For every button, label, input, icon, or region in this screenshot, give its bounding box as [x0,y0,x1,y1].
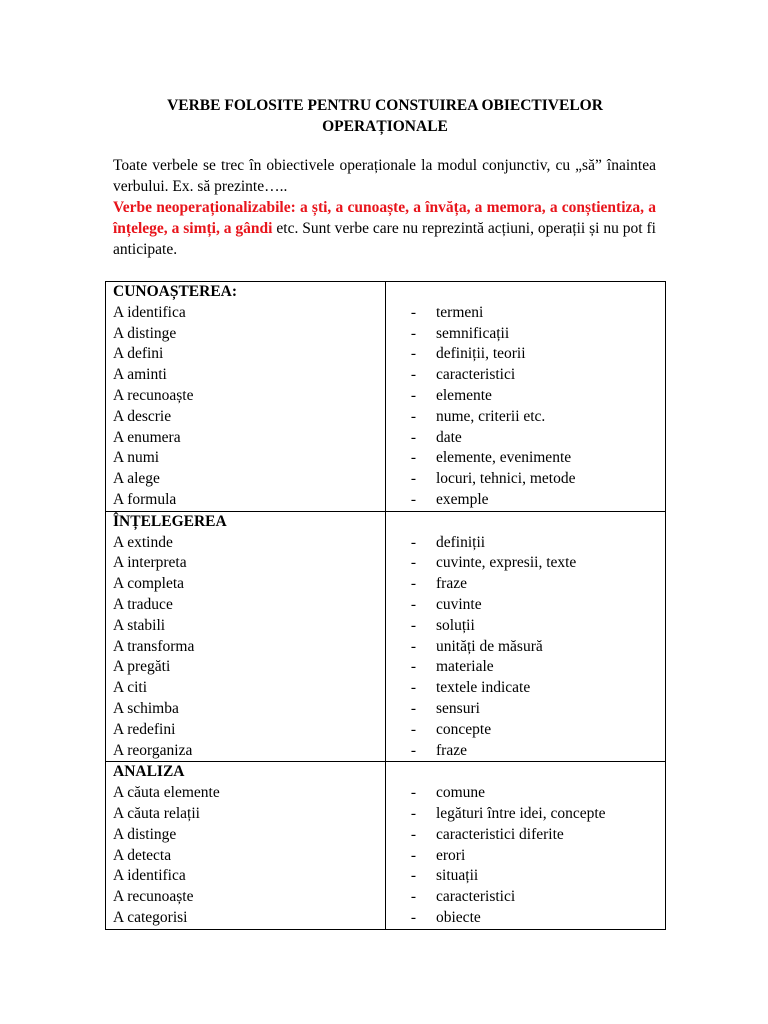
object-text: legături între idei, concepte [436,804,606,822]
object-item [386,469,665,490]
intro-paragraph-2 [113,197,656,260]
object-text: fraze [436,741,467,759]
section-row [106,511,666,762]
object-text: comune [436,784,486,802]
object-item [386,846,665,867]
verb-item: A citi [113,679,148,697]
verbs-cell [106,282,386,512]
dash-bullet: - [410,784,416,802]
objects-cell [386,511,666,762]
verb-item: A completa [113,575,185,593]
section-row [106,762,666,929]
verbs-table [105,281,666,930]
title-line-1: VERBE FOLOSITE PENTRU CONSTUIREA OBIECTIVELOR [167,97,603,114]
object-text: cuvinte, expresii, texte [436,554,577,572]
object-text: locuri, tehnici, metode [436,470,576,488]
dash-bullet: - [410,449,416,467]
dash-bullet: - [410,679,416,697]
dash-bullet: - [410,846,416,864]
verb-item: A distinge [113,324,177,342]
dash-bullet: - [410,324,416,342]
object-text: elemente, evenimente [436,449,572,467]
dash-bullet: - [410,470,416,488]
intro-paragraph-2-rest: etc. Sunt verbe care nu reprezintă acțiuni, operații și nu pot fi anticipate. [113,220,656,258]
verb-item: A categorisi [113,908,188,926]
title-line-2: OPERAȚIONALE [322,118,448,135]
object-item [386,908,665,929]
object-item [386,386,665,407]
object-text: elemente [436,386,492,404]
object-item [386,657,665,678]
object-item [386,678,665,699]
verb-item: A schimba [113,699,179,717]
object-text: date [436,428,462,446]
object-item [386,574,665,595]
verb-item: A distinge [113,825,177,843]
object-item [386,887,665,908]
verb-item: A pregăti [113,658,171,676]
intro-text [113,155,656,260]
object-text: sensuri [436,699,480,717]
category-title: ÎNȚELEGEREA [113,512,227,530]
section-row [106,282,666,512]
dash-bullet: - [410,575,416,593]
verbs-cell [106,762,386,929]
verb-item: A formula [113,490,177,508]
verb-item: A căuta elemente [113,784,220,802]
object-text: unități de măsură [436,637,543,655]
object-item [386,783,665,804]
dash-bullet: - [410,345,416,363]
blank-line [386,512,665,533]
object-text: termeni [436,303,484,321]
dash-bullet: - [410,699,416,717]
dash-bullet: - [410,490,416,508]
dash-bullet: - [410,637,416,655]
dash-bullet: - [410,303,416,321]
object-text: nume, criterii etc. [436,407,546,425]
dash-bullet: - [410,407,416,425]
object-text: caracteristici [436,366,516,384]
verb-item: A transforma [113,637,195,655]
dash-bullet: - [410,867,416,885]
verb-item: A căuta relații [113,804,200,822]
dash-bullet: - [410,533,416,551]
dash-bullet: - [410,658,416,676]
object-item [386,324,665,345]
object-item [386,344,665,365]
dash-bullet: - [410,616,416,634]
object-text: materiale [436,658,494,676]
dash-bullet: - [410,428,416,446]
object-item [386,533,665,554]
object-text: caracteristici diferite [436,825,564,843]
verb-item: A detecta [113,846,172,864]
verb-item: A alege [113,470,160,488]
verb-item: A traduce [113,595,173,613]
verb-item: A numi [113,449,160,467]
object-text: fraze [436,575,467,593]
dash-bullet: - [410,720,416,738]
object-text: definiții, teorii [436,345,526,363]
object-text: caracteristici [436,888,516,906]
object-item [386,428,665,449]
object-text: erori [436,846,466,864]
object-item [386,720,665,741]
dash-bullet: - [410,595,416,613]
verb-item: A identifica [113,303,186,321]
verb-item: A recunoaște [113,888,194,906]
objects-cell [386,762,666,929]
object-item [386,741,665,762]
object-item [386,490,665,511]
object-text: cuvinte [436,595,482,613]
dash-bullet: - [410,386,416,404]
object-item [386,616,665,637]
verb-item: A extinde [113,533,173,551]
object-text: definiții [436,533,486,551]
object-text: semnificații [436,324,510,342]
verb-item: A interpreta [113,554,187,572]
object-item [386,553,665,574]
object-item [386,407,665,428]
dash-bullet: - [410,908,416,926]
object-text: situații [436,867,479,885]
verb-item: A descrie [113,407,172,425]
non-operational-verbs: Verbe neoperaționalizabile: a ști, a cunoaște, a învăța, a memora, a conștientiza, a înțelege, a simți, a gândi [113,199,656,237]
verb-item: A aminti [113,366,167,384]
verbs-cell [106,511,386,762]
dash-bullet: - [410,366,416,384]
object-item [386,448,665,469]
document-title [100,95,670,137]
object-item [386,637,665,658]
verb-item: A defini [113,345,164,363]
verb-item: A stabili [113,616,166,634]
object-text: concepte [436,720,492,738]
dash-bullet: - [410,888,416,906]
object-item [386,303,665,324]
object-item [386,804,665,825]
object-text: obiecte [436,908,481,926]
verb-item: A redefini [113,720,176,738]
dash-bullet: - [410,825,416,843]
object-item [386,365,665,386]
object-text: textele indicate [436,679,531,697]
object-item [386,699,665,720]
category-title: CUNOAȘTEREA: [113,283,238,300]
verb-item: A identifica [113,867,186,885]
intro-paragraph-1: Toate verbele se trec în obiectivele operaționale la modul conjunctiv, cu „să” înaintea verbului. Ex. să prezinte….. [113,157,656,195]
object-item [386,595,665,616]
dash-bullet: - [410,741,416,759]
verb-item: A reorganiza [113,741,193,759]
object-text: exemple [436,490,489,508]
object-item [386,866,665,887]
dash-bullet: - [410,804,416,822]
object-text: soluții [436,616,475,634]
verb-item: A enumera [113,428,181,446]
dash-bullet: - [410,554,416,572]
blank-line [386,282,665,303]
blank-line [386,762,665,783]
object-item [386,825,665,846]
category-title: ANALIZA [113,763,185,781]
objects-cell [386,282,666,512]
verb-item: A recunoaște [113,386,194,404]
